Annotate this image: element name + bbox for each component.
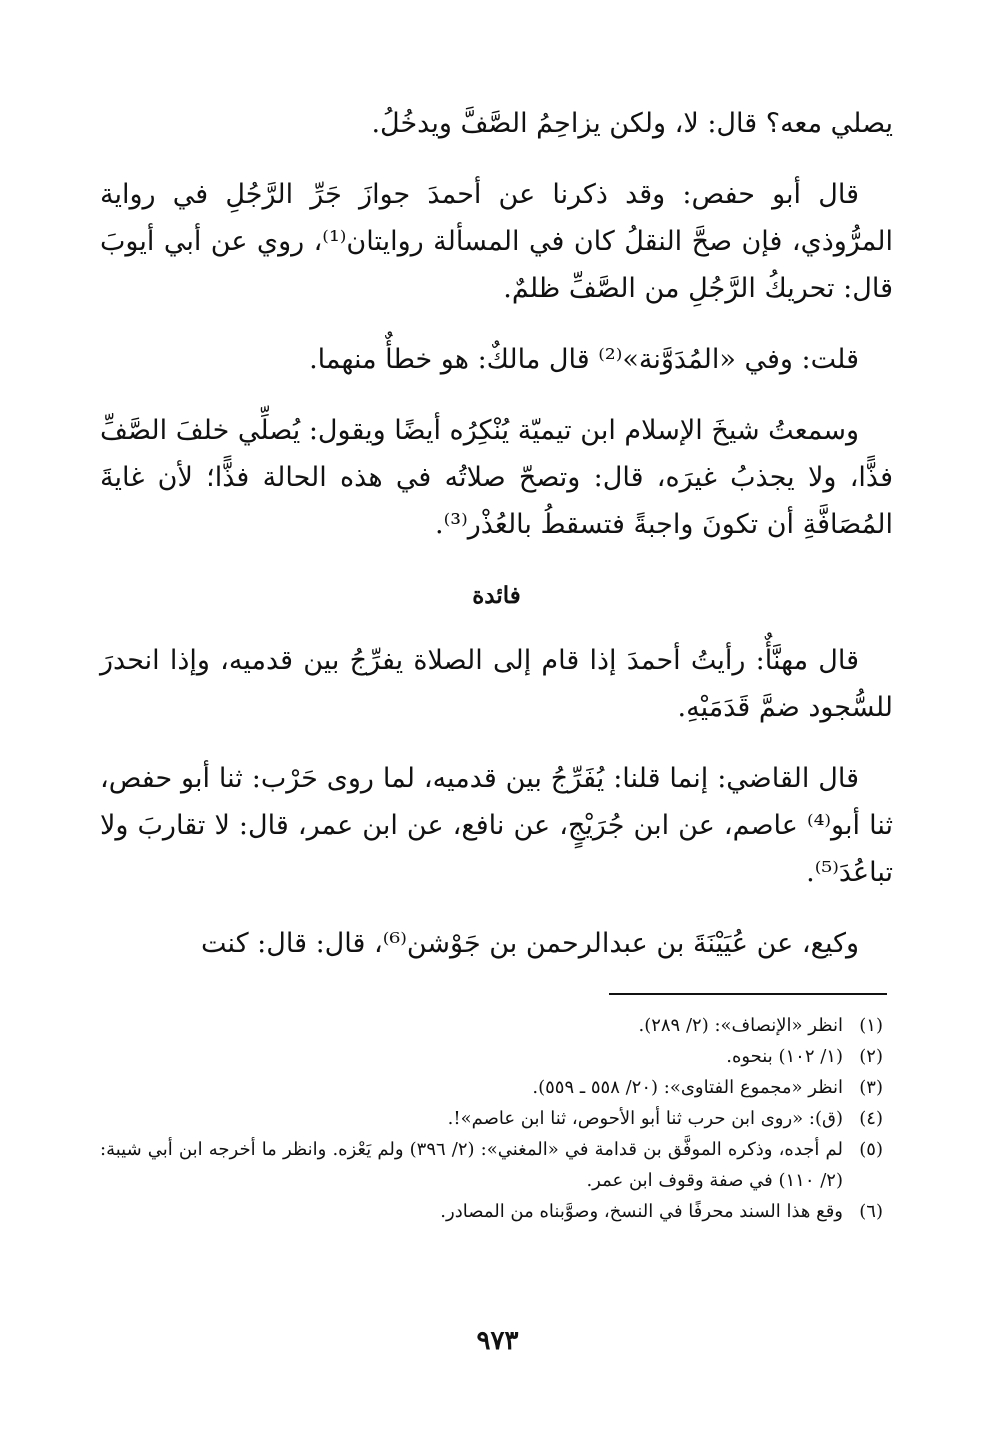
footnote-1 (100, 1010, 883, 1041)
footnote-text: (ق): «روى ابن حرب ثنا أبو الأحوص، ثنا ابن عاصم»!. (447, 1108, 843, 1129)
footnote-2 (100, 1041, 883, 1072)
footnote-number: (٥) (859, 1139, 883, 1160)
footnote-number: (١) (859, 1015, 883, 1036)
footnote-number: (٢) (859, 1046, 883, 1067)
footnote-6 (100, 1196, 883, 1227)
paragraph-7: وكيع، عن عُيَيْنَةَ بن عبدالرحمن بن جَوْشن⁽⁶⁾، قال: قال: كنت (201, 928, 859, 959)
footnote-number: (٦) (859, 1201, 883, 1222)
footnote-text: (١/ ١٠٢) بنحوه. (726, 1046, 843, 1067)
footnotes (100, 1010, 883, 1227)
footnote-number: (٤) (859, 1108, 883, 1129)
footnote-text: لم أجده، وذكره الموفَّق بن قدامة في «المغني»: (٢/ ٣٩٦) ولم يَعْزه. وانظر ما أخرجه ابن أبي شيبة: (٢/ ١١٠) في صفة وقوف ابن عمر. (100, 1139, 843, 1191)
footnote-5 (100, 1134, 883, 1196)
footnote-4 (100, 1103, 883, 1134)
footnote-number: (٣) (859, 1077, 883, 1098)
page-number: ٩٧٣ (476, 1326, 519, 1356)
footnote-separator (609, 993, 887, 995)
footnote-3 (100, 1072, 883, 1103)
page-body (100, 100, 893, 991)
footnote-text: وقع هذا السند محرفًا في النسخ، وصوَّبناه من المصادر. (440, 1201, 843, 1222)
paragraph-1: يصلي معه؟ قال: لا، ولكن يزاحِمُ الصَّفَّ ويدخُلُ. (371, 108, 893, 139)
paragraph-3: قلت: وفي «المُدَوَّنة»⁽²⁾ قال مالكٌ: هو خطأٌ منهما. (309, 344, 859, 375)
paragraph-2: قال أبو حفص: وقد ذكرنا عن أحمدَ جوازَ جَرِّ الرَّجُلِ في رواية المرُّوذي، فإن صحَّ النقلُ كان في المسألة روايتان⁽¹⁾، روي عن أبي أيوبَ قال: تحريكُ الرَّجُلِ من الصَّفِّ ظلمٌ. (100, 179, 894, 304)
footnote-text: انظر «مجموع الفتاوى»: (٢٠/ ٥٥٨ ـ ٥٥٩). (532, 1077, 843, 1098)
paragraph-4: وسمعتُ شيخَ الإسلام ابن تيميّة يُنْكِرُه أيضًا ويقول: يُصلِّي خلفَ الصَّفِّ فذًّا، ولا يجذبُ غيرَه، قال: وتصحّ صلاتُه في هذه الحالة فذًّا؛ لأن غايةَ المُصَافَّةِ أن تكونَ واجبةً فتسقطُ بالعُذْر⁽³⁾. (100, 415, 893, 540)
paragraph-6: قال القاضي: إنما قلنا: يُفَرِّجُ بين قدميه، لما روى حَرْب: ثنا أبو حفص، ثنا أبو⁽⁴⁾ عاصم، عن ابن جُرَيْجٍ، عن نافع، عن ابن عمر، قال: لا تقاربَ ولا تباعُدَ⁽⁵⁾. (100, 763, 893, 888)
section-heading: فائدة (472, 582, 521, 609)
paragraph-5: قال مهنَّأٌ: رأيتُ أحمدَ إذا قام إلى الصلاة يفرِّجُ بين قدميه، وإذا انحدرَ للسُّجود ضمَّ قَدَمَيْهِ. (100, 645, 893, 723)
footnote-text: انظر «الإنصاف»: (٢/ ٢٨٩). (638, 1015, 843, 1036)
